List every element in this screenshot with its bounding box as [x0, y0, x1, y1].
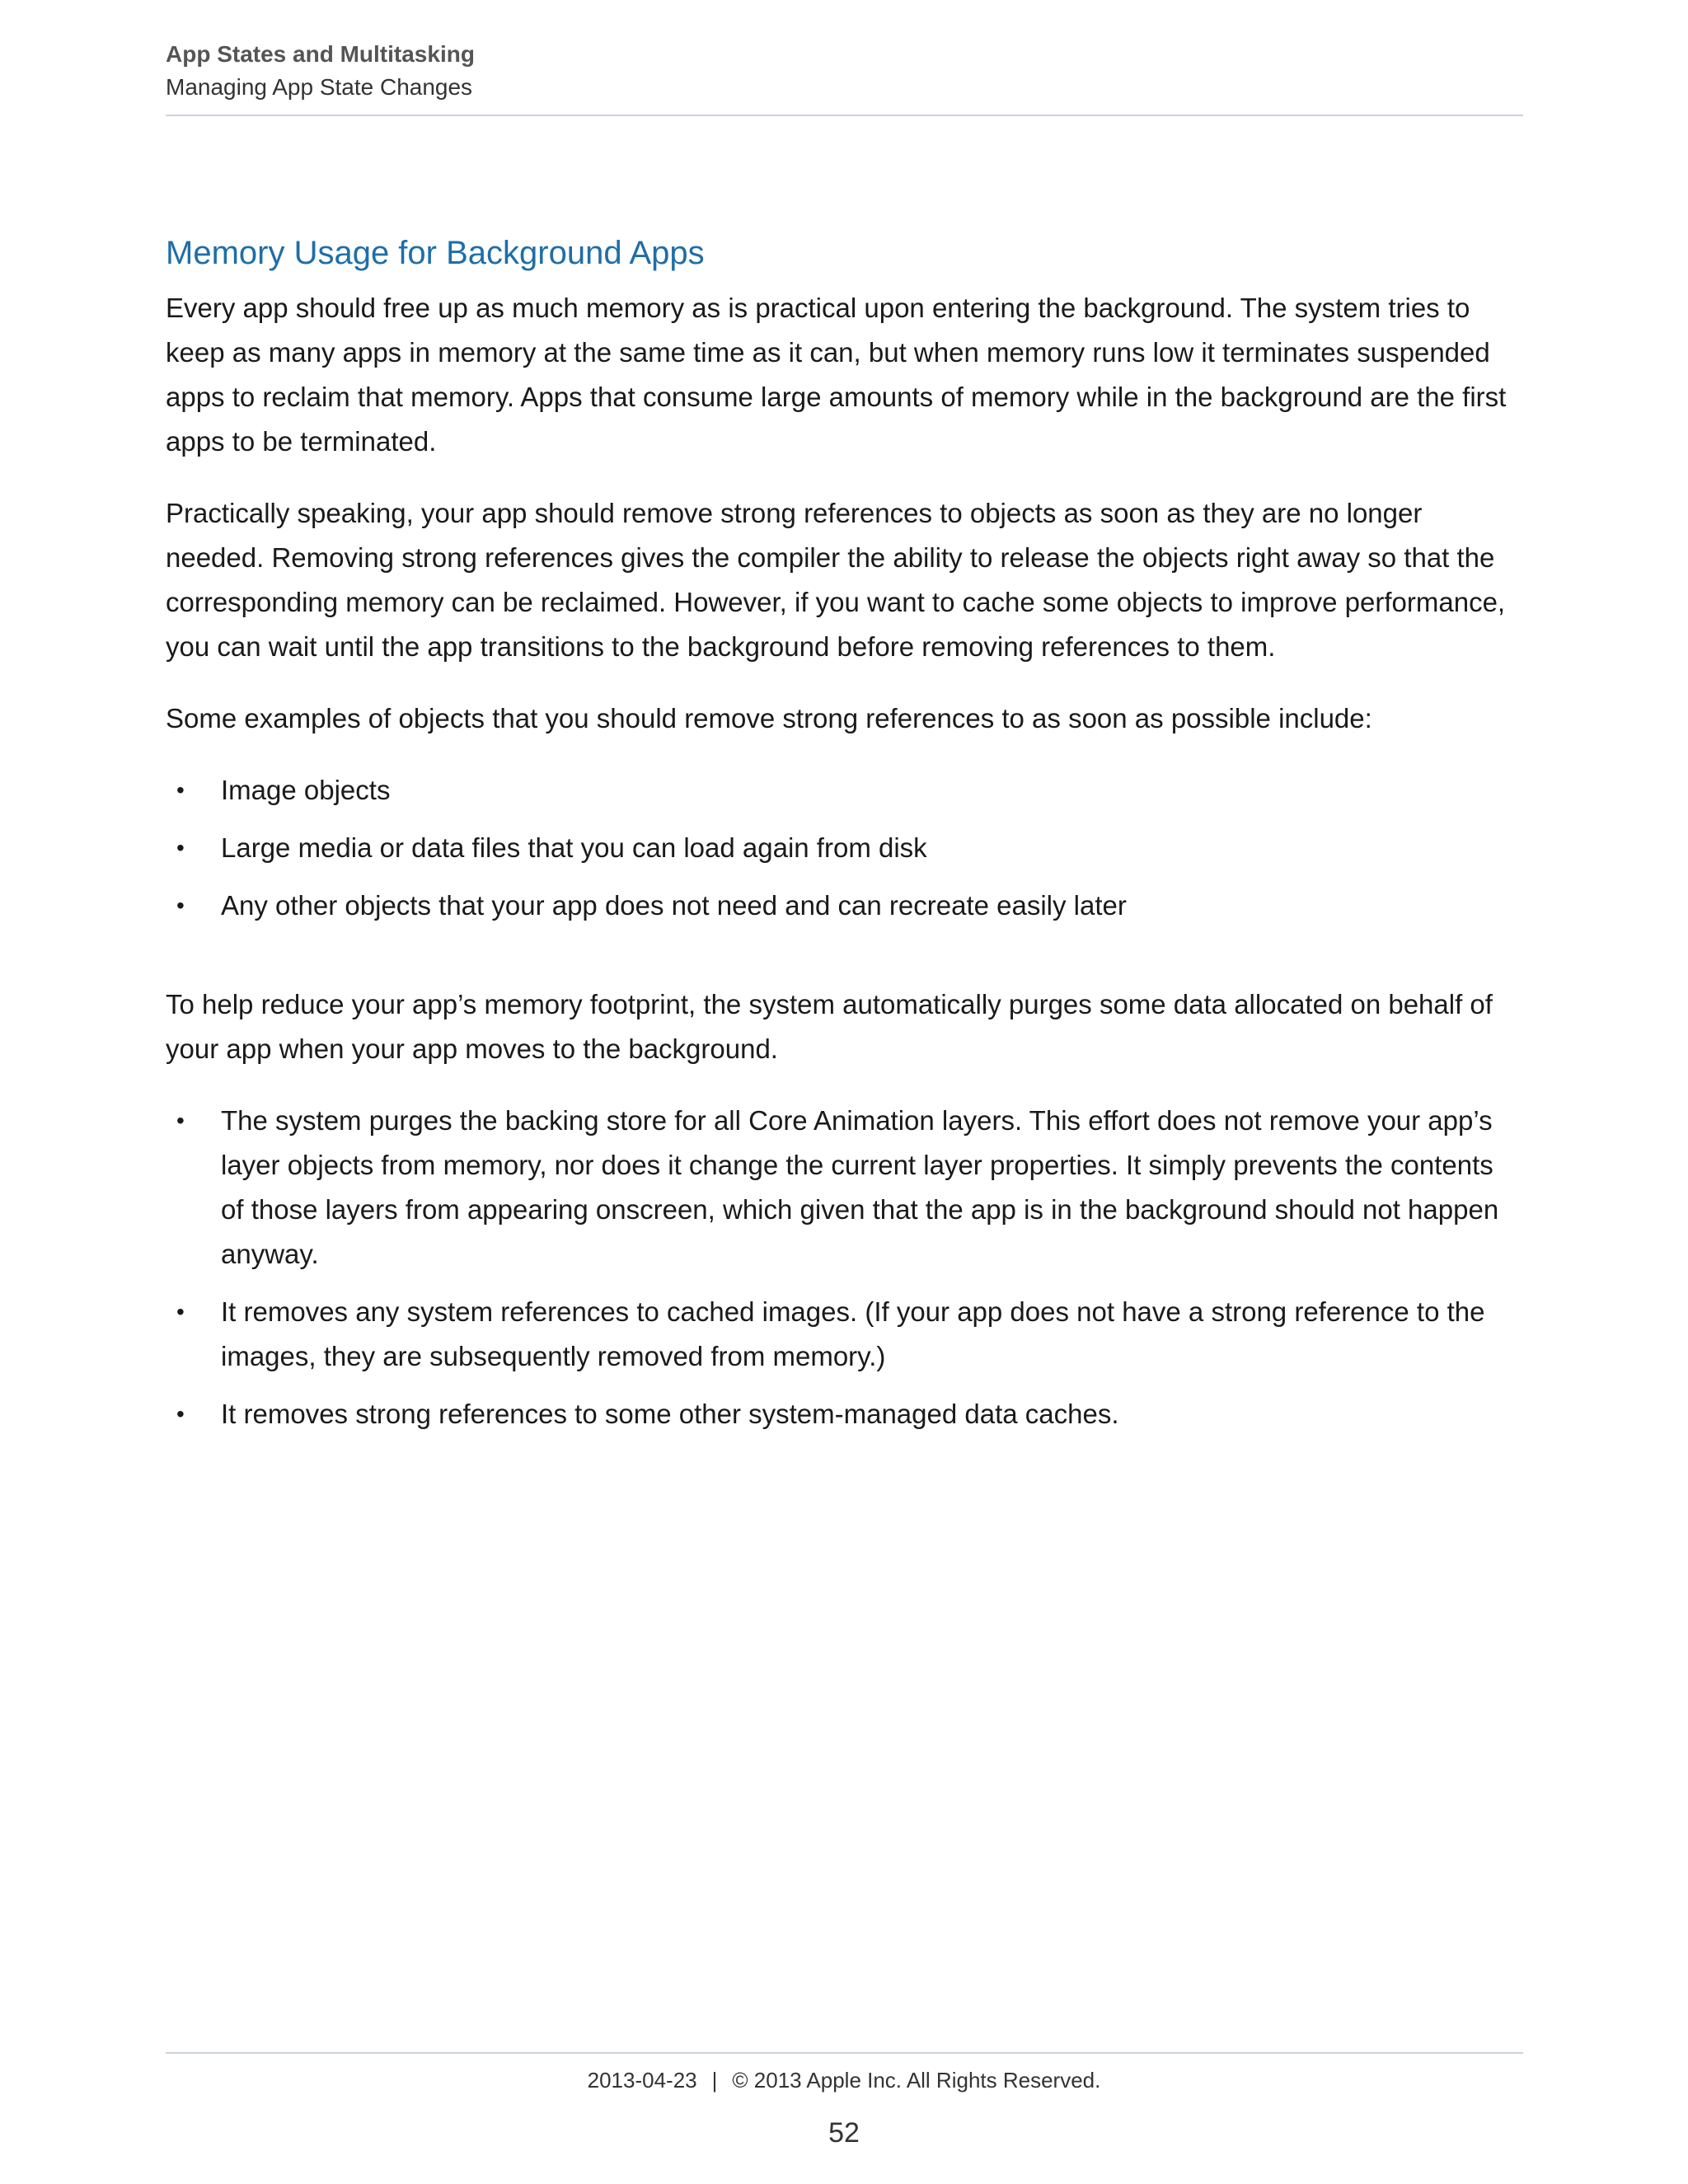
- list-item-text: It removes any system references to cached images. (If your app does not have a strong reference to the images, they are subsequently removed from memory.): [221, 1296, 1485, 1371]
- chapter-title: App States and Multitasking: [166, 41, 475, 67]
- paragraph-3: Some examples of objects that you should remove strong references to as soon as possible include:: [166, 703, 1372, 733]
- list-item: [166, 1099, 1523, 1277]
- bullet-icon: •: [176, 893, 185, 918]
- system-purge-list: [166, 1099, 1523, 1436]
- list-item: [166, 883, 1523, 928]
- list-item-text: Any other objects that your app does not need and can recreate easily later: [221, 890, 1127, 921]
- page-footer: [0, 2064, 1688, 2096]
- header-divider: [166, 115, 1523, 116]
- section-heading: Memory Usage for Background Apps: [166, 235, 705, 271]
- bullet-icon: •: [176, 1401, 185, 1427]
- list-item-text: The system purges the backing store for all Core Animation layers. This effort does not remove your app’s layer objects from memory, nor does it change the current layer properties. It simply prevents the contents of those layers from appearing onscreen, which given that the app is in the background should not happen anyway.: [221, 1105, 1499, 1269]
- list-item-text: It removes strong references to some other system-managed data caches.: [221, 1399, 1119, 1429]
- bullet-icon: •: [176, 1108, 185, 1133]
- footer-separator: |: [711, 2068, 718, 2093]
- paragraph-4: To help reduce your app’s memory footprint, the system automatically purges some data allocated on behalf of your app when your app moves to the background.: [166, 989, 1493, 1064]
- paragraph-2: Practically speaking, your app should remove strong references to objects as soon as they are no longer needed. Removing strong references gives the compiler the ability to release the objects right away so that the corresponding memory can be reclaimed. However, if you want to cache some objects to improve performance, you can wait until the app transitions to the background before removing references to them.: [166, 498, 1506, 662]
- paragraph-1: Every app should free up as much memory as is practical upon entering the background. The system tries to keep as many apps in memory at the same time as it can, but when memory runs low it terminates suspended apps to reclaim that memory. Apps that consume large amounts of memory while in the background are the first apps to be terminated.: [166, 293, 1507, 457]
- bullet-icon: •: [176, 1299, 185, 1324]
- bullet-icon: •: [176, 835, 185, 860]
- footer-divider: [166, 2052, 1523, 2054]
- page-number: 52: [828, 2117, 860, 2149]
- list-item-text: Large media or data files that you can load again from disk: [221, 832, 927, 863]
- running-header: [166, 38, 1523, 104]
- list-item: [166, 1392, 1523, 1436]
- bullet-icon: •: [176, 777, 185, 803]
- footer-date: 2013-04-23: [587, 2068, 697, 2093]
- list-item: [166, 768, 1523, 813]
- main-content: [166, 228, 1523, 1464]
- list-item: [166, 1290, 1523, 1379]
- footer-copyright: © 2013 Apple Inc. All Rights Reserved.: [732, 2068, 1101, 2093]
- object-examples-list: [166, 768, 1523, 928]
- list-item: [166, 826, 1523, 870]
- list-item-text: Image objects: [221, 775, 391, 805]
- section-title: Managing App State Changes: [166, 74, 473, 100]
